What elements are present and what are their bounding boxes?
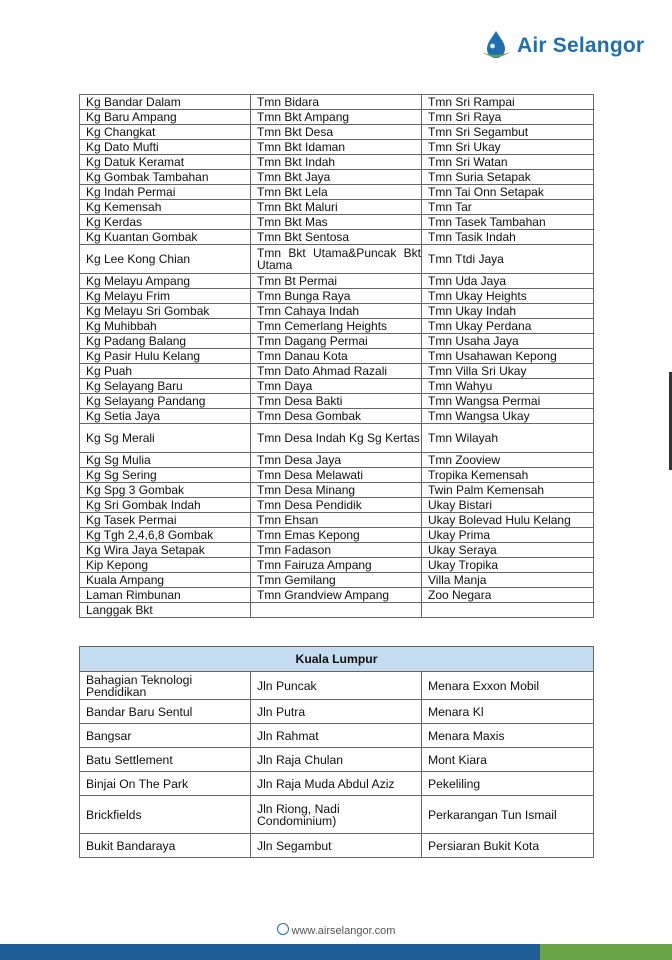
- table-row: [80, 125, 594, 140]
- table-cell: Tmn Desa Melawati: [251, 468, 422, 483]
- table-cell: Laman Rimbunan: [80, 588, 251, 603]
- table-cell: Tmn Ukay Indah: [422, 304, 594, 319]
- table-cell: Tmn Fadason: [251, 543, 422, 558]
- table-cell: Kg Lee Kong Chian: [80, 245, 251, 274]
- table-cell: Tmn Usaha Jaya: [422, 334, 594, 349]
- table-row: [80, 796, 594, 834]
- table-cell: Ukay Tropika: [422, 558, 594, 573]
- table-cell: Tmn Bkt Mas: [251, 215, 422, 230]
- table-cell: Ukay Bolevad Hulu Kelang: [422, 513, 594, 528]
- table-cell: Tmn Desa Gombak: [251, 409, 422, 424]
- table-cell: Langgak Bkt: [80, 603, 251, 618]
- table-cell: Tmn Fairuza Ampang: [251, 558, 422, 573]
- table-row: [80, 200, 594, 215]
- table-cell: Pekeliling: [422, 772, 594, 796]
- table-cell: Kg Pasir Hulu Kelang: [80, 349, 251, 364]
- table-row: [80, 364, 594, 379]
- table-cell: Kg Melayu Frim: [80, 289, 251, 304]
- table-cell: Tmn Bkt Ampang: [251, 110, 422, 125]
- table-cell: Kg Changkat: [80, 125, 251, 140]
- table-cell: Kg Sg Merali: [80, 424, 251, 453]
- table-cell: Tmn Daya: [251, 379, 422, 394]
- table-cell: Tmn Wahyu: [422, 379, 594, 394]
- table-row: [80, 409, 594, 424]
- table-header-row: [80, 647, 594, 672]
- table-cell: Kg Baru Ampang: [80, 110, 251, 125]
- table-cell: Kg Melayu Ampang: [80, 274, 251, 289]
- table-cell: Zoo Negara: [422, 588, 594, 603]
- table-cell: Tmn Ukay Heights: [422, 289, 594, 304]
- table-row: [80, 394, 594, 409]
- table-cell: Tmn Desa Indah Kg Sg Kertas: [251, 424, 422, 453]
- table-cell: Kg Selayang Pandang: [80, 394, 251, 409]
- table-cell: Tmn Cahaya Indah: [251, 304, 422, 319]
- footer: [0, 923, 672, 937]
- table-row: [80, 289, 594, 304]
- table-cell: Tmn Wilayah: [422, 424, 594, 453]
- table-cell: Menara Exxon Mobil: [422, 672, 594, 700]
- table-cell: Bukit Bandaraya: [80, 834, 251, 858]
- table-cell: Tmn Sri Raya: [422, 110, 594, 125]
- table-cell: Tmn Ttdi Jaya: [422, 245, 594, 274]
- table-cell: Perkarangan Tun Ismail: [422, 796, 594, 834]
- table-row: [80, 140, 594, 155]
- table-row: [80, 588, 594, 603]
- table-cell: Tmn Zooview: [422, 453, 594, 468]
- table-cell: Mont Kiara: [422, 748, 594, 772]
- table-row: [80, 543, 594, 558]
- table-cell: Menara Kl: [422, 700, 594, 724]
- table-cell: Tmn Cemerlang Heights: [251, 319, 422, 334]
- footer-bar-green: [540, 944, 672, 960]
- table-cell: Tmn Grandview Ampang: [251, 588, 422, 603]
- table-cell: [422, 603, 594, 618]
- table-cell: Persiaran Bukit Kota: [422, 834, 594, 858]
- table-cell: Tmn Ehsan: [251, 513, 422, 528]
- water-drop-logo-icon: [478, 28, 514, 64]
- table-row: [80, 772, 594, 796]
- table-cell: Kg Kuantan Gombak: [80, 230, 251, 245]
- table-row: [80, 230, 594, 245]
- table-cell: Ukay Seraya: [422, 543, 594, 558]
- table-cell: Tmn Sri Ukay: [422, 140, 594, 155]
- table-cell: Tmn Bkt Indah: [251, 155, 422, 170]
- table-cell: Kg Gombak Tambahan: [80, 170, 251, 185]
- table-cell: Tmn Tasik Indah: [422, 230, 594, 245]
- air-selangor-logo: [478, 28, 644, 64]
- table-cell: Kg Sg Mulia: [80, 453, 251, 468]
- table-cell: Kg Tasek Permai: [80, 513, 251, 528]
- table-cell: Kg Puah: [80, 364, 251, 379]
- table-row: [80, 573, 594, 588]
- table-cell: Binjai On The Park: [80, 772, 251, 796]
- selangor-area-table: [79, 94, 594, 618]
- globe-icon: [277, 923, 289, 935]
- kuala-lumpur-heading: Kuala Lumpur: [80, 647, 594, 672]
- table-cell: Tropika Kemensah: [422, 468, 594, 483]
- table-cell: Tmn Bkt Jaya: [251, 170, 422, 185]
- table-cell: Tmn Bunga Raya: [251, 289, 422, 304]
- table-cell: Tmn Desa Bakti: [251, 394, 422, 409]
- table-cell: Tmn Wangsa Permai: [422, 394, 594, 409]
- table-cell: Tmn Desa Jaya: [251, 453, 422, 468]
- kuala-lumpur-area-table: [79, 646, 594, 858]
- table-row: [80, 672, 594, 700]
- table-cell: Tmn Bt Permai: [251, 274, 422, 289]
- table-row: [80, 110, 594, 125]
- table-cell: Twin Palm Kemensah: [422, 483, 594, 498]
- table-cell: Ukay Prima: [422, 528, 594, 543]
- table-cell: Brickfields: [80, 796, 251, 834]
- table-cell: Bandar Baru Sentul: [80, 700, 251, 724]
- table-row: [80, 513, 594, 528]
- table-row: [80, 349, 594, 364]
- table-cell: Ukay Bistari: [422, 498, 594, 513]
- table-cell: Jln Putra: [251, 700, 422, 724]
- table-cell: Kg Spg 3 Gombak: [80, 483, 251, 498]
- table-row: [80, 483, 594, 498]
- table-cell: Tmn Dato Ahmad Razali: [251, 364, 422, 379]
- table-cell: Tmn Wangsa Ukay: [422, 409, 594, 424]
- table-cell: Tmn Bkt Desa: [251, 125, 422, 140]
- table-cell: Tmn Emas Kepong: [251, 528, 422, 543]
- table-cell: Kg Setia Jaya: [80, 409, 251, 424]
- table-cell: Tmn Danau Kota: [251, 349, 422, 364]
- table-cell: Kg Selayang Baru: [80, 379, 251, 394]
- table-cell: [251, 603, 422, 618]
- table-cell: Tmn Bkt Maluri: [251, 200, 422, 215]
- table-row: [80, 498, 594, 513]
- table-cell: Kg Kemensah: [80, 200, 251, 215]
- table-cell: Tmn Bkt Sentosa: [251, 230, 422, 245]
- table-cell: Kg Melayu Sri Gombak: [80, 304, 251, 319]
- table-cell: Kg Indah Permai: [80, 185, 251, 200]
- table-cell: Tmn Sri Watan: [422, 155, 594, 170]
- table-cell: Tmn Tar: [422, 200, 594, 215]
- table-cell: Kg Dato Mufti: [80, 140, 251, 155]
- table-row: [80, 379, 594, 394]
- table-row: [80, 424, 594, 453]
- table-row: [80, 528, 594, 543]
- table-cell: Tmn Sri Segambut: [422, 125, 594, 140]
- brand-name: Air Selangor: [517, 34, 645, 57]
- table-row: [80, 453, 594, 468]
- table-cell: Jln Raja Chulan: [251, 748, 422, 772]
- table-cell: Kg Wira Jaya Setapak: [80, 543, 251, 558]
- table-cell: Tmn Dagang Permai: [251, 334, 422, 349]
- table-cell: Tmn Desa Minang: [251, 483, 422, 498]
- table-cell: Bahagian Teknologi Pendidikan: [80, 672, 251, 700]
- table-row: [80, 334, 594, 349]
- table-row: [80, 319, 594, 334]
- table-cell: Villa Manja: [422, 573, 594, 588]
- table-cell: Kg Datuk Keramat: [80, 155, 251, 170]
- table-cell: Tmn Ukay Perdana: [422, 319, 594, 334]
- website-link[interactable]: www.airselangor.com: [291, 925, 396, 937]
- table-cell: Jln Rahmat: [251, 724, 422, 748]
- table-row: [80, 558, 594, 573]
- table-cell: Tmn Bkt Idaman: [251, 140, 422, 155]
- table-cell: Tmn Gemilang: [251, 573, 422, 588]
- table-row: [80, 304, 594, 319]
- table-cell: Kg Tgh 2,4,6,8 Gombak: [80, 528, 251, 543]
- table-cell: Tmn Tai Onn Setapak: [422, 185, 594, 200]
- table-row: [80, 274, 594, 289]
- table-row: [80, 834, 594, 858]
- table-row: [80, 603, 594, 618]
- table-cell: Jln Puncak: [251, 672, 422, 700]
- table-cell: Tmn Bkt Utama&Puncak Bkt Utama: [251, 245, 422, 274]
- footer-bar-blue: [0, 944, 540, 960]
- table-cell: Kip Kepong: [80, 558, 251, 573]
- table-cell: Kg Sg Sering: [80, 468, 251, 483]
- table-cell: Kg Padang Balang: [80, 334, 251, 349]
- table-cell: Menara Maxis: [422, 724, 594, 748]
- table-cell: Jln Riong, Nadi Condominium): [251, 796, 422, 834]
- table-cell: Tmn Bkt Lela: [251, 185, 422, 200]
- table-cell: Tmn Uda Jaya: [422, 274, 594, 289]
- table-cell: Kg Bandar Dalam: [80, 95, 251, 110]
- table-cell: Jln Segambut: [251, 834, 422, 858]
- table-cell: Tmn Bidara: [251, 95, 422, 110]
- table-cell: Tmn Desa Pendidik: [251, 498, 422, 513]
- table-cell: Jln Raja Muda Abdul Aziz: [251, 772, 422, 796]
- table-cell: Tmn Villa Sri Ukay: [422, 364, 594, 379]
- table-cell: Kg Muhibbah: [80, 319, 251, 334]
- table-row: [80, 748, 594, 772]
- table-row: [80, 215, 594, 230]
- table-row: [80, 185, 594, 200]
- table-cell: Batu Settlement: [80, 748, 251, 772]
- table-row: [80, 155, 594, 170]
- table-row: [80, 724, 594, 748]
- table-cell: Tmn Sri Rampai: [422, 95, 594, 110]
- table-cell: Kg Sri Gombak Indah: [80, 498, 251, 513]
- table-cell: Kuala Ampang: [80, 573, 251, 588]
- table-cell: Tmn Suria Setapak: [422, 170, 594, 185]
- table-row: [80, 700, 594, 724]
- table-cell: Tmn Usahawan Kepong: [422, 349, 594, 364]
- table-row: [80, 468, 594, 483]
- table-row: [80, 245, 594, 274]
- table-cell: Bangsar: [80, 724, 251, 748]
- table-row: [80, 95, 594, 110]
- table-cell: Kg Kerdas: [80, 215, 251, 230]
- table-row: [80, 170, 594, 185]
- table-cell: Tmn Tasek Tambahan: [422, 215, 594, 230]
